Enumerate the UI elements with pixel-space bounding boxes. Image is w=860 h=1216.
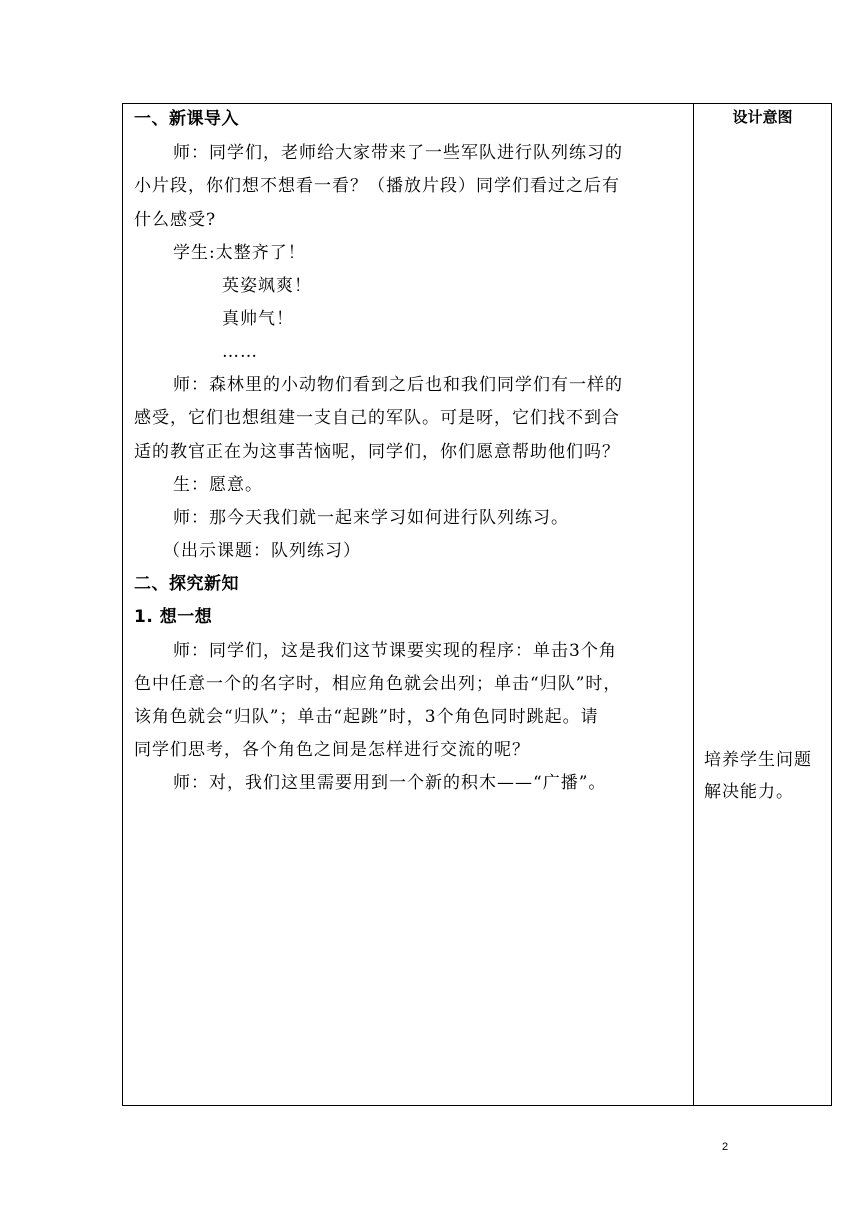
paragraph-line: 什么感受? — [134, 210, 217, 230]
section2-heading: 二、探究新知 — [134, 574, 239, 594]
subsection-heading: 1. 想一想 — [134, 607, 213, 627]
paragraph-line: 该角色就会“归队”；单击“起跳”时，3个角色同时跳起。请 — [134, 707, 599, 727]
design-intent-cell — [694, 104, 831, 1105]
design-intent-note-line: 培养学生问题 — [704, 750, 812, 770]
paragraph-line: 师：同学们，老师给大家带来了一些军队进行队列练习的 — [173, 143, 623, 163]
student-reply-line: 英姿飒爽！ — [222, 276, 312, 296]
paragraph-line: 适的教官正在为这事苦恼呢，同学们，你们愿意帮助他们吗？ — [134, 442, 620, 462]
student-reply-line: 真帅气！ — [222, 309, 294, 329]
section1-heading: 一、新课导入 — [134, 109, 239, 129]
student-reply-ellipsis: …… — [222, 342, 258, 362]
paragraph-line: 师：同学们，这是我们这节课要实现的程序：单击3个角 — [173, 641, 617, 661]
student-reply-line: 学生:太整齐了！ — [173, 243, 306, 263]
paragraph-line: 小片段，你们想不想看一看？（播放片段）同学们看过之后有 — [134, 176, 620, 196]
paragraph-line: 师：森林里的小动物们看到之后也和我们同学们有一样的 — [173, 375, 623, 395]
lesson-plan-table — [122, 103, 832, 1106]
paragraph-line: 感受，它们也想组建一支自己的军队。可是呀，它们找不到合 — [134, 408, 620, 428]
main-content-cell — [123, 104, 693, 1105]
paragraph-line: 同学们思考，各个角色之间是怎样进行交流的呢？ — [134, 740, 530, 760]
design-intent-note-line: 解决能力。 — [704, 782, 794, 802]
paragraph-line: （出示课题：队列练习） — [163, 541, 361, 561]
paragraph-line: 色中任意一个的名字时，相应角色就会出列；单击“归队”时， — [134, 674, 622, 694]
paragraph-line: 师：那今天我们就一起来学习如何进行队列练习。 — [173, 508, 569, 528]
paragraph-line: 生：愿意。 — [173, 475, 263, 495]
design-intent-title: 设计意图 — [732, 108, 793, 126]
paragraph-line: 师：对，我们这里需要用到一个新的积木——“广播”。 — [173, 773, 607, 793]
page-number: 2 — [722, 1141, 729, 1153]
